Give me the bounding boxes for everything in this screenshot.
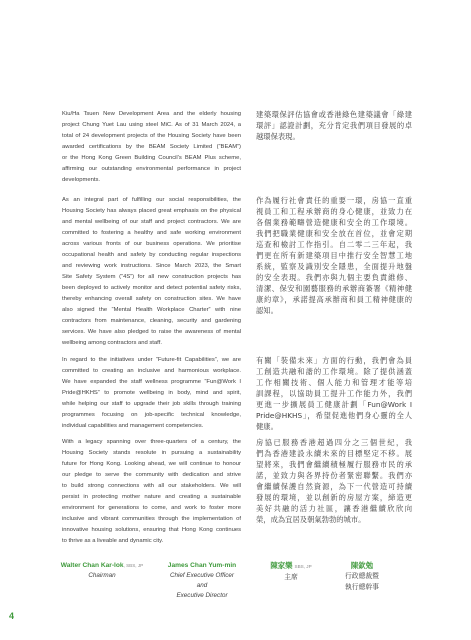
- signatory-title: 行政總裁暨: [345, 572, 379, 580]
- text-line: 巡查和檢討工作指引。自二零二三年起，我: [256, 239, 412, 249]
- text-line: 環評」認證計劃，充分肯定我們項目發展的卓: [256, 120, 412, 130]
- english-paragraph: [62, 437, 241, 547]
- text-line: affirming our outstanding environmental performance in project: [62, 165, 241, 172]
- signatory-name: James Chan Yum-min: [167, 562, 237, 569]
- chinese-paragraph: [256, 437, 412, 525]
- signature-block-ceo-zh: [327, 561, 397, 593]
- text-line: occupational health and safety by conducting regular inspections: [62, 251, 241, 258]
- text-line: Site Safety System (“4S”) for all new construction projects has: [62, 273, 241, 280]
- text-line: our pledge to serve the community with dedication and strive: [62, 471, 241, 478]
- text-line: inclusive and vibrant communities through the implementation of: [62, 515, 241, 522]
- signatory-title: and: [196, 582, 208, 589]
- text-line: In regard to the initiatives under “Future-fit Capabilities”, we are: [62, 356, 241, 363]
- signature-block-chairman: [52, 561, 152, 581]
- chinese-paragraph: [256, 195, 412, 316]
- text-line: 發展的環境，並以創新的房屋方案，締造更: [256, 492, 412, 502]
- text-line: 健康。: [256, 421, 278, 431]
- chinese-paragraph: [256, 109, 412, 142]
- text-line: to build strong connections with all our stakeholders. We will: [62, 482, 241, 489]
- text-line: 工作相關技術、個人能力和管理才能等培: [256, 377, 412, 387]
- text-line: 工創造共融和諧的工作環境。除了提供涵蓋: [256, 366, 412, 376]
- text-line: 望將來，我們會繼續積極履行服務市民的承: [256, 459, 412, 469]
- text-line: 會繼續保護自然資源，為下一代營造可持續: [256, 481, 412, 491]
- text-line: Housing Society has always placed great emphasis on the physical: [62, 207, 241, 214]
- text-line: committed to fostering a healthy and safe working environment: [62, 229, 241, 236]
- text-line: thereby enhancing overall safety on construction sites. We have: [62, 295, 241, 302]
- text-line: 越環保表現。: [256, 131, 300, 141]
- chinese-paragraph: [256, 355, 412, 432]
- text-line: been deployed to actively monitor and detect potential safety risks,: [62, 284, 241, 291]
- text-line: innovative housing solutions, ensuring that Hong Kong continues: [62, 526, 241, 533]
- signatory-name: 陳欽勉: [350, 561, 374, 570]
- signatory-title: 主席: [284, 573, 298, 581]
- text-line: Kiu/Ha Tsuen New Development Area and the elderly housing: [62, 110, 241, 117]
- text-line: Pride@HKHS” to promote wellbeing in body, mind and spirit,: [62, 389, 241, 396]
- signatory-title: Executive Director: [176, 592, 228, 599]
- text-line: With a legacy spanning over three-quarters of a century, the: [62, 438, 241, 445]
- text-line: 們為香港建設永續未來的目標堅定不移。展: [256, 448, 412, 458]
- text-line: 訓課程，以協助員工提升工作能力外，我們: [256, 388, 412, 398]
- english-paragraph: [62, 109, 241, 186]
- text-line: wellbeing among contractors and staff.: [62, 339, 162, 346]
- text-line: 的安全表現。我們亦與九個主要負責維修、: [256, 272, 412, 282]
- text-line: 各個業務範疇營造健康和安全的工作環境。: [256, 217, 412, 227]
- text-line: and reviewing work instructions. Since March 2023, the Smart: [62, 262, 241, 269]
- signatory-title: 執行總幹事: [345, 583, 379, 591]
- text-line: 美好共融的活力社區，讓香港繼續欣欣向: [256, 503, 412, 513]
- signatory-title: Chief Executive Officer: [169, 572, 235, 579]
- signatory-honours: SBS, JP: [294, 564, 312, 569]
- signatory-honours: , SBS, JP: [123, 563, 144, 568]
- text-line: developments.: [62, 176, 101, 183]
- text-line: future for Hong Kong. Looking ahead, we will continue to honour: [62, 460, 241, 467]
- text-line: individual capabilities and management competencies.: [62, 422, 204, 429]
- english-paragraph: [62, 355, 241, 432]
- text-line: 有關「裝備未來」方面的行動，我們會為員: [256, 355, 412, 365]
- signatory-name-text: Walter Chan Kar-lok: [60, 562, 124, 569]
- text-line: 系統，監察及識別安全隱患，全面提升地盤: [256, 261, 412, 271]
- text-line: or the Hong Kong Green Building Council’s BEAM Plus scheme,: [62, 154, 241, 161]
- text-line: awarded certifications by the BEAM Society Limited (“BEAM”): [62, 143, 241, 150]
- signatory-title: Chairman: [88, 572, 116, 579]
- english-paragraph: [62, 195, 241, 349]
- text-line: while helping our staff to upgrade their job skills through training: [62, 400, 241, 407]
- text-line: also signed the “Mental Health Workplace Charter” with nine: [62, 306, 241, 313]
- text-line: 作為履行社會責任的重要一環，房協一直重: [256, 195, 412, 205]
- text-line: 視員工和工程承辦商的身心健康，並致力在: [256, 206, 412, 216]
- text-line: total of 24 development projects of the Housing Society have been: [62, 132, 241, 139]
- text-line: and mental wellbeing of our staff and project contractors. We are: [62, 218, 241, 225]
- signatory-name: [52, 561, 152, 571]
- text-line: 清潔、保安和園藝服務的承辦商簽署《精神健: [256, 283, 412, 293]
- text-line: We have expanded the staff wellness programme “Fun@Work I: [62, 378, 241, 385]
- text-line: Housing Society stands resolute in pursuing a sustainability: [62, 449, 241, 456]
- text-line: 房協已服務香港超過四分之三個世紀，我: [256, 437, 412, 447]
- signature-block-chairman-zh: [256, 561, 326, 583]
- text-line: environment for generations to come, and work to foster more: [62, 504, 241, 511]
- text-line: 我們把職業健康和安全放在首位，並會定期: [256, 228, 412, 238]
- text-line: across various fronts of our business operations. We prioritise: [62, 240, 241, 247]
- text-line: 榮，成為宜居及朝氣勃勃的城市。: [256, 514, 366, 524]
- page-number: 4: [9, 611, 15, 621]
- text-line: to thrive as a liveable and dynamic city.: [62, 537, 164, 544]
- signature-block-ceo: [152, 561, 252, 601]
- text-line: contractors from maintenance, cleaning, security and gardening: [62, 317, 241, 324]
- text-line: 建築環保評估協會或香港綠色建築議會「綠建: [256, 109, 412, 119]
- text-line: persist in protecting mother nature and creating a sustainable: [62, 493, 241, 500]
- text-line: Pride@HKHS」，希望促進他們身心靈的全人: [256, 410, 412, 420]
- text-line: 康約章》，承諾提高承辦商和員工精神健康的: [256, 294, 412, 304]
- text-line: 們更在所有新建築項目中推行安全智慧工地: [256, 250, 412, 260]
- text-line: committed to creating an inclusive and harmonious workplace.: [62, 367, 241, 374]
- text-line: project Chung Yuet Lau using steel MiC. As of 31 March 2024, a: [62, 121, 241, 128]
- signatory-name-text: 陳家樂: [270, 561, 293, 570]
- text-line: services. We have also pledged to raise the awareness of mental: [62, 328, 241, 335]
- text-line: As an integral part of fulfilling our social responsibilities, the: [62, 196, 241, 203]
- text-line: 更進一步擴展員工健康計劃「Fun@Work I: [256, 399, 412, 409]
- text-line: 認知。: [256, 305, 278, 315]
- text-line: programmes focusing on job-specific technical knowledge,: [62, 411, 241, 418]
- signatory-name: [256, 561, 326, 572]
- text-line: 諾，並致力與各界持份者緊密聯繫。我們亦: [256, 470, 412, 480]
